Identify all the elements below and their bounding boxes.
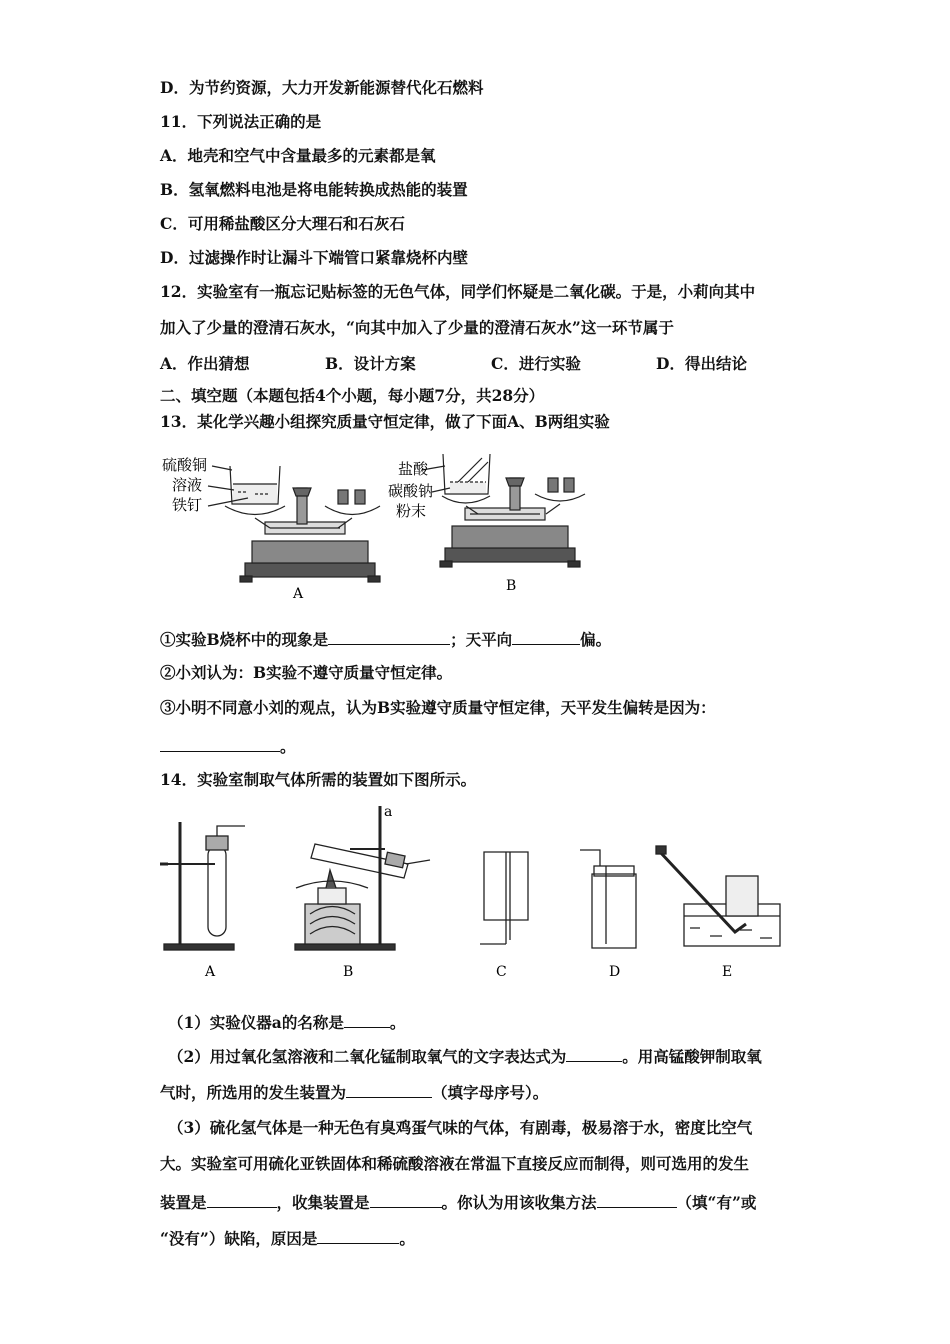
answer-blank[interactable] xyxy=(160,736,280,752)
label-copper-sulfate: 硫酸铜 xyxy=(162,456,208,474)
q14-stem: 14．实验室制取气体所需的装置如下图所示。 xyxy=(160,770,477,789)
caption-e: E xyxy=(722,964,733,980)
q10-option-d: D．为节约资源，大力开发新能源替代化石燃料 xyxy=(160,78,484,97)
balance-b xyxy=(422,454,585,567)
q12-option-b: B．设计方案 xyxy=(325,354,416,373)
q12-option-c: C．进行实验 xyxy=(491,354,581,373)
pointer-a: a xyxy=(384,804,393,820)
q13-part2: ②小刘认为：B实验不遵守质量守恒定律。 xyxy=(160,663,453,682)
q14-part3-line1: （3）硫化氢气体是一种无色有臭鸡蛋气味的气体，有剧毒，极易溶于水，密度比空气 xyxy=(168,1118,753,1137)
answer-blank[interactable] xyxy=(207,1192,277,1208)
caption-b: B xyxy=(506,578,517,594)
label-powder: 粉末 xyxy=(396,502,427,520)
q11-option-d: D．过滤操作时让漏斗下端管口紧靠烧杯内壁 xyxy=(160,248,468,267)
apparatus-e xyxy=(656,846,780,946)
q12-stem-line2: 加入了少量的澄清石灰水，“向其中加入了少量的澄清石灰水”这一环节属于 xyxy=(160,318,674,337)
answer-blank[interactable] xyxy=(370,1192,442,1208)
balance-a xyxy=(208,466,380,582)
q13-part3-answer: 。 xyxy=(160,736,296,757)
q13-figure xyxy=(160,448,600,608)
q14-part3-line3: 装置是 ，收集装置是 。你认为用该收集方法 （填“有”或 xyxy=(160,1193,757,1212)
caption-d: D xyxy=(609,964,621,980)
label-solution: 溶液 xyxy=(172,476,203,494)
q14-part3-line4: “没有”）缺陷，原因是 。 xyxy=(160,1229,415,1248)
q13-part3: ③小明不同意小刘的观点，认为B实验遵守质量守恒定律，天平发生偏转是因为： xyxy=(160,698,716,717)
answer-blank[interactable] xyxy=(317,1228,399,1244)
label-iron-nail: 铁钉 xyxy=(172,496,203,514)
caption-a: A xyxy=(293,586,304,602)
apparatus-c xyxy=(480,852,528,944)
q14-part1: （1）实验仪器a的名称是 。 xyxy=(168,1013,406,1032)
q12-option-a: A．作出猜想 xyxy=(160,354,250,373)
q14-part3-line2: 大。实验室可用硫化亚铁固体和稀硫酸溶液在常温下直接反应而制得，则可选用的发生 xyxy=(160,1154,750,1173)
answer-blank[interactable] xyxy=(566,1046,622,1062)
answer-blank[interactable] xyxy=(346,1082,432,1098)
apparatus-b xyxy=(295,806,430,950)
q12-option-d: D．得出结论 xyxy=(656,354,747,373)
answer-blank[interactable] xyxy=(512,629,580,645)
q14-figure xyxy=(160,804,790,984)
label-hydrochloric-acid: 盐酸 xyxy=(398,460,429,478)
q13-stem: 13．某化学兴趣小组探究质量守恒定律，做了下面A、B两组实验 xyxy=(160,412,610,431)
q11-stem: 11．下列说法正确的是 xyxy=(160,112,322,131)
q12-options xyxy=(160,352,800,374)
label-sodium-carbonate: 碳酸钠 xyxy=(388,482,434,500)
answer-blank[interactable] xyxy=(344,1012,390,1028)
apparatus-a xyxy=(160,822,245,950)
caption-c: C xyxy=(496,964,507,980)
section-heading: 二、填空题（本题包括4个小题，每小题7分，共28分） xyxy=(160,386,545,405)
apparatus-d xyxy=(580,850,636,948)
q11-option-a: A．地壳和空气中含量最多的元素都是氧 xyxy=(160,146,436,165)
q13-part1: ①实验B烧杯中的现象是 ；天平向 偏。 xyxy=(160,630,612,649)
answer-blank[interactable] xyxy=(328,629,450,645)
caption-a: A xyxy=(205,964,216,980)
q14-part2-line1: （2）用过氧化氢溶液和二氧化锰制取氧气的文字表达式为 。用高锰酸钾制取氧 xyxy=(168,1047,762,1066)
q12-stem-line1: 12．实验室有一瓶忘记贴标签的无色气体，同学们怀疑是二氧化碳。于是，小莉向其中 xyxy=(160,282,756,301)
q11-option-b: B．氢氧燃料电池是将电能转换成热能的装置 xyxy=(160,180,468,199)
answer-blank[interactable] xyxy=(597,1192,677,1208)
caption-b: B xyxy=(343,964,354,980)
q11-option-c: C．可用稀盐酸区分大理石和石灰石 xyxy=(160,214,405,233)
q14-part2-line2: 气时，所选用的发生装置为 （填字母序号）。 xyxy=(160,1083,549,1102)
